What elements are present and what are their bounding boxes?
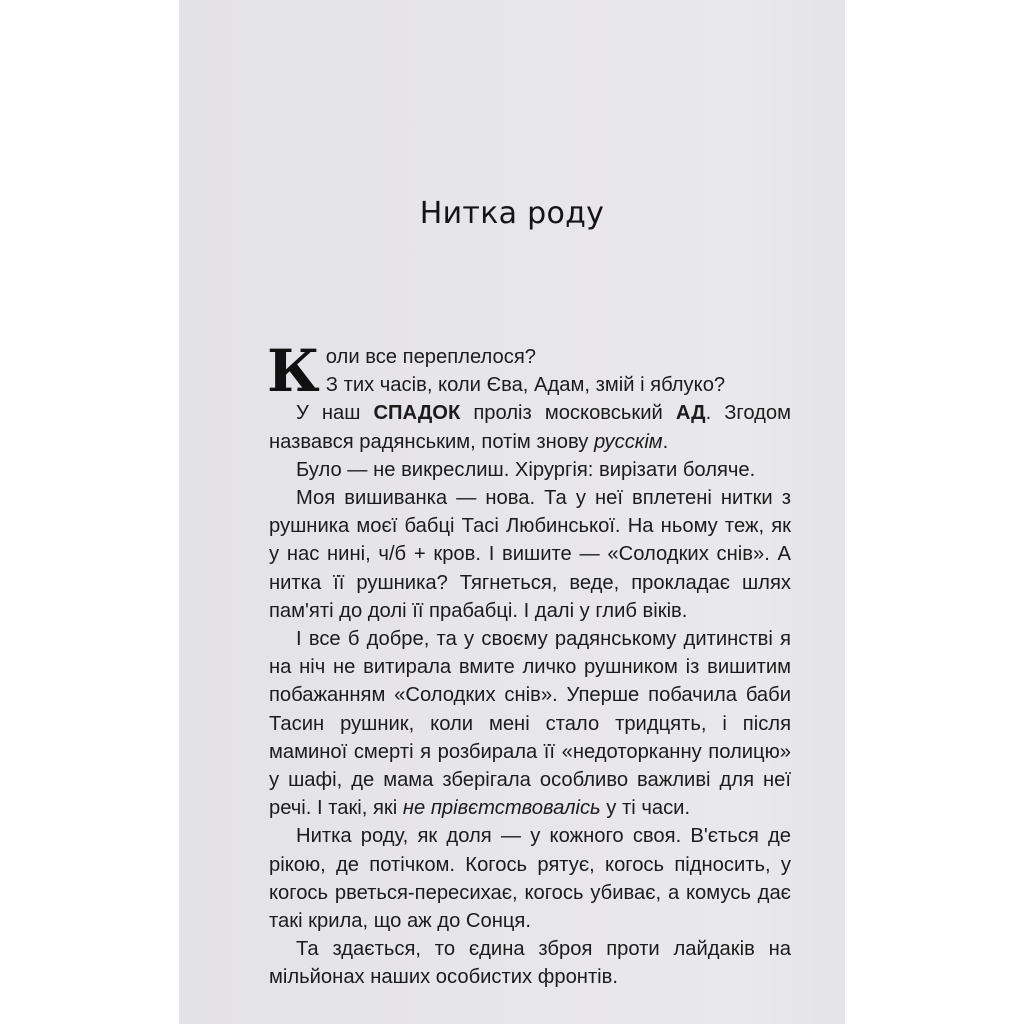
paragraph-8: Та здається, то єдина зброя проти лайдаків на мільйонах наших особистих фронтів.: [269, 938, 791, 989]
paragraph-5: Моя вишиванка — нова. Та у неї вплетені нитки з рушника моєї бабці Тасі Любинської. На ньому теж, як у нас нині, ч/б + кров. І вишите — «Солодких снів». А нитка її рушника? Тягнеться, веде, прокладає шлях пам'яті до долі її прабабці. І далі у глиб віків.: [269, 487, 791, 622]
paragraph-1-text: оли все переплелося?: [325, 346, 537, 368]
p3-text-g: .: [662, 430, 669, 453]
p3-italic-russkim: русскім: [593, 430, 663, 453]
paragraph-1: [267, 337, 791, 405]
p3-text-a: У наш: [296, 402, 374, 425]
book-page: [179, 0, 845, 1024]
p3-text-c: проліз московський: [460, 402, 676, 425]
paragraph-3: [269, 399, 791, 455]
drop-cap: К: [267, 337, 320, 405]
paragraph-2-text: З тих часів, коли Єва, Адам, змій і яблуко?: [325, 374, 726, 397]
paragraph-4: Було — не викреслиш. Хірургія: вирізати боляче.: [296, 458, 756, 481]
p3-bold-ad: АД: [675, 402, 706, 425]
paragraph-6: [269, 625, 791, 822]
p6-text-a: І все б добре, та у своєму радянському дитинстві я на ніч не витирала вмите личко рушником із вишитим побажанням «Солодких снів». Уперше побачила баби Тасин рушник, коли мені стало тридцять, і після маминої смерті я розбирала її «недоторканну полицю» у шафі, де мама зберігала особливо важливі для неї речі. І такі, які: [269, 628, 791, 820]
chapter-title: Нитка роду: [419, 196, 605, 231]
chapter-body: [267, 337, 791, 992]
p6-text-c: у ті часи.: [600, 797, 691, 820]
p3-bold-spadok: СПАДОК: [373, 402, 461, 425]
p6-italic: не прівєтствовалісь: [402, 797, 601, 820]
paragraph-7: Нитка роду, як доля — у кожного своя. В'ється де рікою, де потічком. Когось рятує, когось підносить, у когось рветься-пересихає, когось убиває, а комусь дає такі крила, що аж до Сонця.: [269, 825, 791, 933]
p3-text-e: . Згодом назвався радянським, потім знову: [269, 402, 791, 453]
